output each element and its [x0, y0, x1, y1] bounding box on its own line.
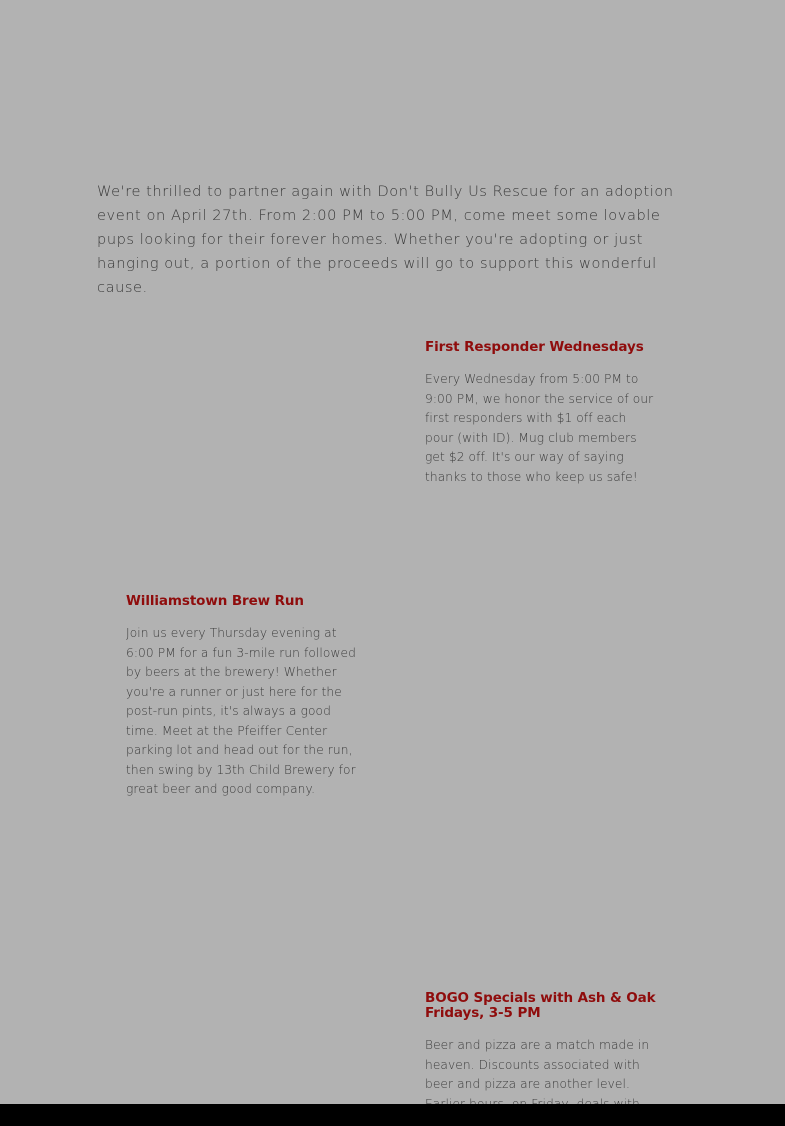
event-title: First Responder Wednesdays — [425, 339, 644, 355]
event-description: Every Wednesday from 5:00 PM to 9:00 PM, we honor the service of our first responders with $1 off each pour (with ID). Mug club members get $2 off. It's our way of saying thanks to those who keep us safe! — [425, 372, 654, 484]
event-description: Join us every Thursday evening at 6:00 PM for a fun 3-mile run followed by beers at the brewery! Whether you're a runner or just here for the post-run pints, it's always a good time. Meet at the Pfeiffer Center parking lot and head out for the run, then swing by 13th Child Brewery for great beer and good company. — [126, 626, 356, 796]
event-title: BOGO Specials with Ash & Oak Fridays, 3-5 PM — [425, 990, 656, 1021]
event-description: Beer and pizza are a match made in heaven. Discounts associated with beer and pizza are another level. — [425, 1038, 650, 1091]
event-williamstown-brew-run — [126, 594, 362, 800]
bottom-bar — [0, 1104, 785, 1126]
adoption-event-intro: We're thrilled to partner again with Don't Bully Us Rescue for an adoption event on April 27th. From 2:00 PM to 5:00 PM, come meet some lovable pups looking for their forever homes. Whether you're adopting or just hanging out, a portion of the proceeds will go to support this wonderful cause. — [97, 183, 674, 296]
event-first-responder-wednesdays — [425, 340, 657, 487]
event-title: Williamstown Brew Run — [126, 593, 304, 609]
